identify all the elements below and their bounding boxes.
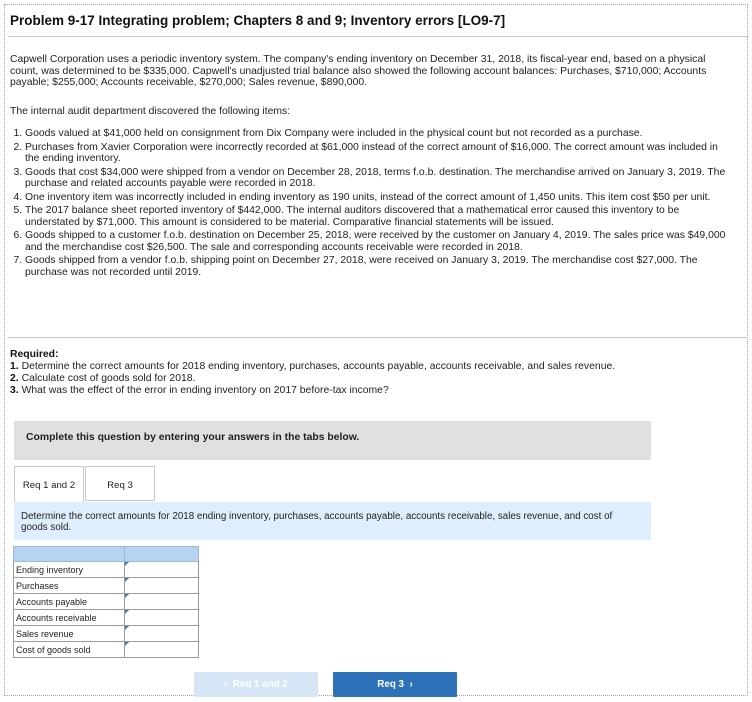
tab-req-1-and-2[interactable]: Req 1 and 2 <box>14 466 84 502</box>
audit-intro: The internal audit department discovered the following items: <box>10 106 291 117</box>
required-section <box>10 349 615 397</box>
accounts-receivable-input[interactable] <box>125 610 198 625</box>
page-title: Problem 9-17 Integrating problem; Chapters 8 and 9; Inventory errors [LO9-7] <box>10 13 506 28</box>
title-divider <box>8 36 748 37</box>
tab-req-3[interactable]: Req 3 <box>85 466 155 501</box>
row-label: Purchases <box>14 578 125 594</box>
next-tab-button[interactable] <box>333 672 457 697</box>
ending-inventory-input[interactable] <box>125 562 198 577</box>
cell-marker-icon <box>125 642 129 646</box>
list-item: 5. The 2017 balance sheet reported inventory of $442,000. The internal auditors discovered that a mathematical error caused this inventory to be understated by $71,000. This amount is considered to be material. Comparative financial statements will be issued. <box>25 205 733 228</box>
required-heading: Required: <box>10 349 59 360</box>
table-header-row <box>14 547 199 562</box>
list-item: 1. Goods valued at $41,000 held on consignment from Dix Company were included in the physical count but not recorded as a purchase. <box>25 128 733 140</box>
table-row <box>14 610 199 626</box>
row-label: Ending inventory <box>14 562 125 578</box>
row-label: Sales revenue <box>14 626 125 642</box>
chevron-left-icon: ‹ <box>224 679 228 690</box>
list-item: 3. Goods that cost $34,000 were shipped from a vendor on December 28, 2018, terms f.o.b. destination. The merchandise arrived on January 3, 2019. The purchase and related accounts payable were recorded in 2018. <box>25 167 733 190</box>
required-item: 2. Calculate cost of goods sold for 2018. <box>10 373 196 384</box>
list-item: 7. Goods shipped from a vendor f.o.b. shipping point on December 27, 2018, were received on January 3, 2019. The merchandise cost $27,000. The purchase was not recorded until 2019. <box>25 255 733 278</box>
chevron-right-icon: › <box>409 679 413 690</box>
sales-revenue-input[interactable] <box>125 626 198 641</box>
row-label: Accounts receivable <box>14 610 125 626</box>
table-row <box>14 562 199 578</box>
answer-table <box>13 546 199 658</box>
table-row <box>14 578 199 594</box>
next-button-label: Req 3 <box>377 679 404 690</box>
cell-marker-icon <box>125 578 129 582</box>
instruction-banner: Complete this question by entering your answers in the tabs below. <box>14 421 651 460</box>
row-label: Cost of goods sold <box>14 642 125 658</box>
list-item: 2. Purchases from Xavier Corporation were incorrectly recorded at $61,000 instead of the correct amount of $16,000. The correct amount was included in the ending inventory. <box>25 142 733 165</box>
required-item: 1. Determine the correct amounts for 2018 ending inventory, purchases, accounts payable, accounts receivable, and sales revenue. <box>10 361 616 372</box>
prev-tab-button[interactable] <box>194 672 318 697</box>
cell-marker-icon <box>125 562 129 566</box>
list-item: 4. One inventory item was incorrectly included in ending inventory as 190 units, instead of the correct amount of 1,450 units. This item cost $50 per unit. <box>25 192 733 204</box>
cell-marker-icon <box>125 610 129 614</box>
question-panel: Determine the correct amounts for 2018 ending inventory, purchases, accounts payable, accounts receivable, sales revenue, and cost of goods sold. <box>14 502 651 540</box>
row-label: Accounts payable <box>14 594 125 610</box>
cell-marker-icon <box>125 594 129 598</box>
cell-marker-icon <box>125 626 129 630</box>
table-row <box>14 626 199 642</box>
purchases-input[interactable] <box>125 578 198 593</box>
accounts-payable-input[interactable] <box>125 594 198 609</box>
list-item: 6. Goods shipped to a customer f.o.b. destination on December 25, 2018, were received by the customer on January 4, 2019. The sales price was $49,000 and the merchandise cost $26,500. The sale and corresponding accounts receivable were recorded in 2018. <box>25 230 733 253</box>
intro-paragraph: Capwell Corporation uses a periodic inventory system. The company's ending inventory on December 31, 2018, its fiscal-year end, based on a physical count, was determined to be $335,000. Capwell's unadjusted trial balance also showed the following account balances: Purchases, $710,000; Accounts payable; $255,000; Accounts receivable, $270,000; Sales revenue, $890,000. <box>10 54 707 88</box>
required-item: 3. What was the effect of the error in ending inventory on 2017 before-tax income? <box>10 385 389 396</box>
table-row <box>14 594 199 610</box>
prev-button-label: Req 1 and 2 <box>232 679 288 690</box>
section-divider <box>8 337 748 338</box>
audit-items-list <box>10 128 733 280</box>
table-row <box>14 642 199 658</box>
cost-of-goods-sold-input[interactable] <box>125 642 198 657</box>
